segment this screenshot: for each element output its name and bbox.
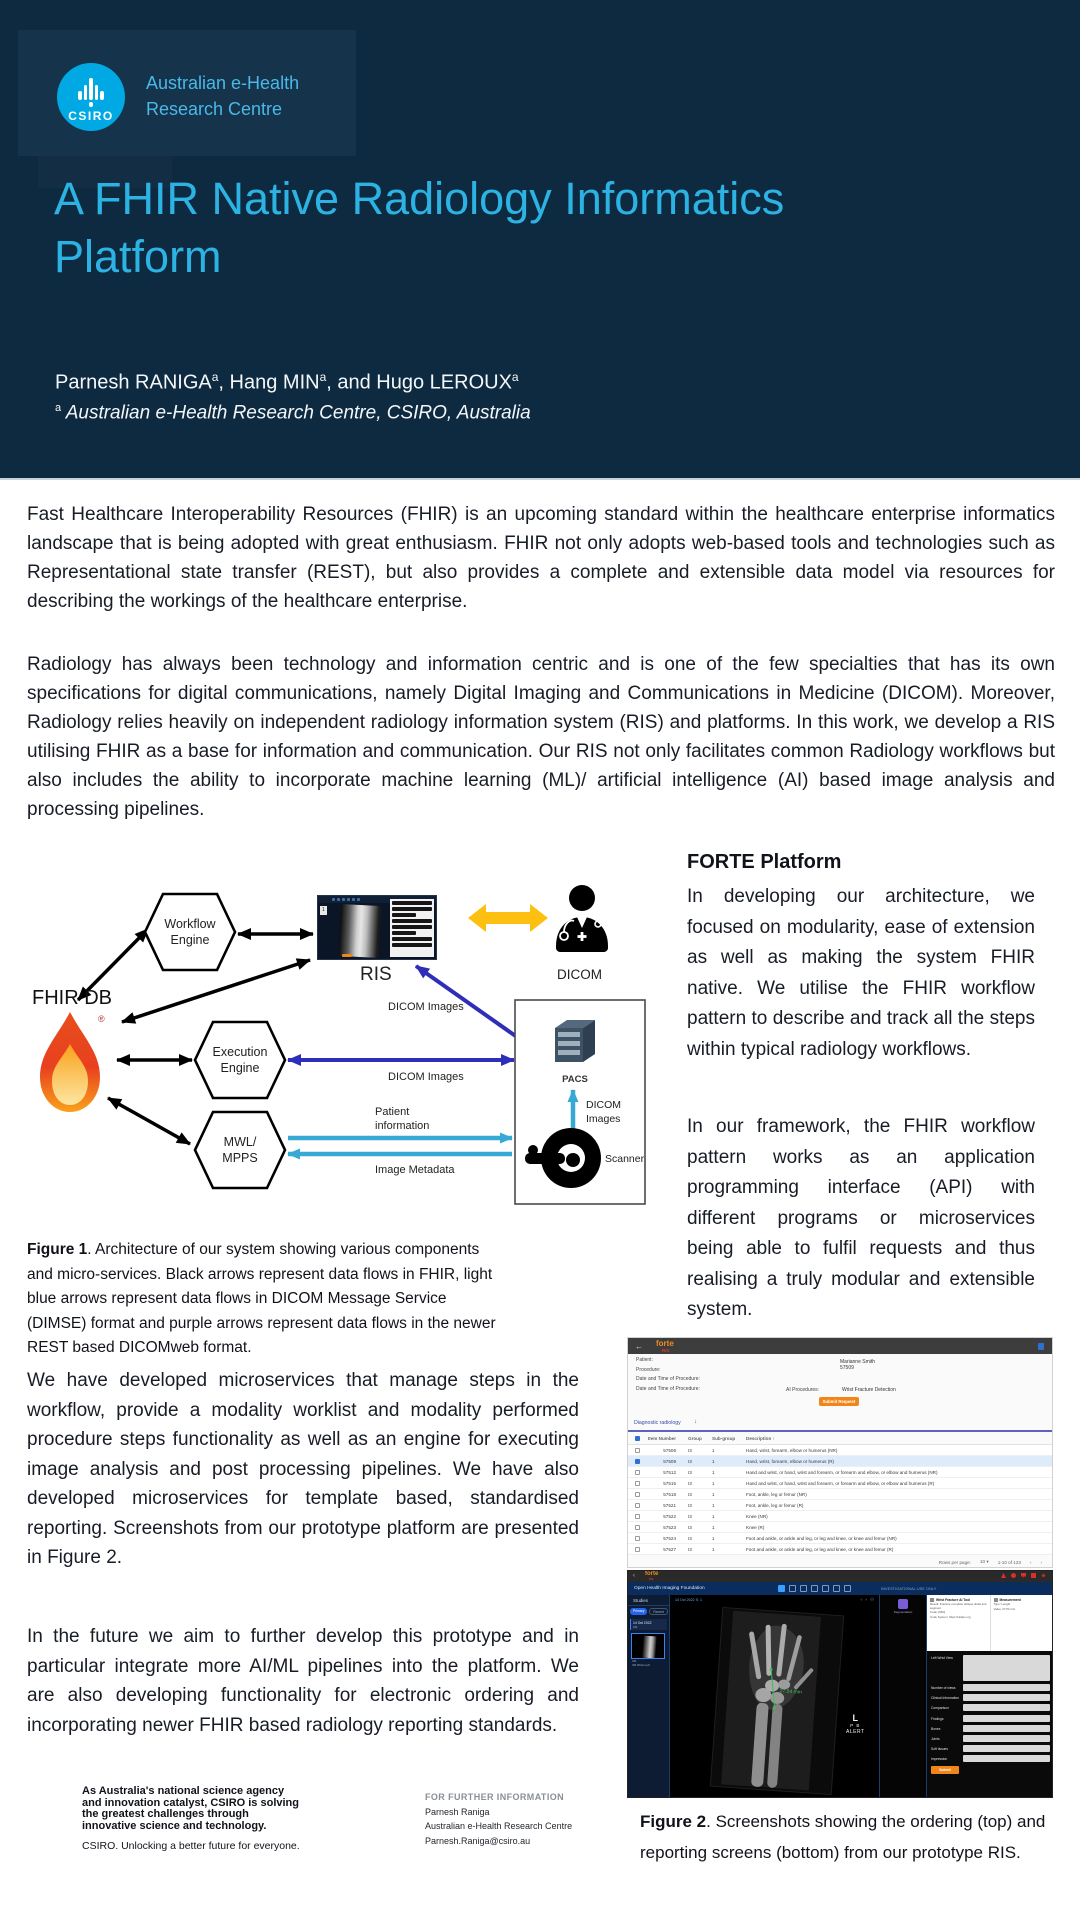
arrow-fhir-mwl (108, 1098, 190, 1144)
patient-information-label: Patient (375, 1106, 410, 1118)
group-cell: I3 (688, 1513, 692, 1519)
row-checkbox[interactable] (635, 1459, 640, 1464)
group-cell: I3 (688, 1480, 692, 1486)
wwwc-icon[interactable] (811, 1585, 818, 1592)
subgroup-cell: 1 (712, 1447, 715, 1453)
form-field-input[interactable] (963, 1684, 1050, 1691)
left-paragraph-2: In the future we aim to further develop this prototype and in particular integrate more AI/ML pipelines into the platform. We are also developing functionality for electronic ordering and incorporating newer FHIR based radiology reporting standards. (27, 1626, 579, 1736)
result-card (927, 1595, 991, 1651)
description-cell: Hand, wrist, forearm, elbow or humerus (NR) (746, 1447, 838, 1453)
dicom-images-box-label: DICOM (586, 1099, 621, 1111)
studies-tab[interactable]: Studies (628, 1595, 669, 1606)
contact-heading: FOR FURTHER INFORMATION (425, 1792, 565, 1802)
forte-logo: forte ris (645, 1571, 659, 1581)
pagination-bar: Rows per page: 10 ▾ 1-10 of 123 ‹ › (938, 1559, 1042, 1565)
form-field-label: Clinical Information (931, 1696, 960, 1701)
layout-icon[interactable] (778, 1585, 785, 1592)
dicom-label: DICOM (557, 967, 602, 982)
item-number-cell: 57518 (663, 1491, 676, 1497)
item-number-cell: 57524 (663, 1535, 676, 1541)
report-form (927, 1651, 1053, 1797)
form-field-input[interactable] (963, 1715, 1050, 1722)
row-checkbox[interactable] (635, 1547, 640, 1552)
procedure-table-body (628, 1445, 1052, 1555)
form-field-input[interactable] (963, 1745, 1050, 1752)
study-list-item[interactable]: 14 Oct 2022 CR (630, 1619, 667, 1630)
ai-results-panel (927, 1595, 1053, 1651)
field-label: Date and Time of Procedure: (636, 1385, 700, 1392)
contact-line: Australian e-Health Research Centre (425, 1821, 573, 1831)
form-row (931, 1704, 1050, 1711)
measure-icon[interactable] (822, 1585, 829, 1592)
item-number-cell: 57509 (663, 1458, 676, 1464)
back-arrow-icon[interactable]: ‹ (633, 1573, 635, 1579)
rotate-icon[interactable] (833, 1585, 840, 1592)
workflow-engine-node (145, 894, 235, 970)
image-metadata-label: Image Metadata (375, 1164, 455, 1176)
form-row (931, 1745, 1050, 1752)
description-cell: Hand and wrist, or hand, wrist and forearm, or forearm and elbow, or elbow and humerus (NR) (746, 1469, 938, 1475)
card-line: Value: 27.54 mm (993, 1606, 1016, 1611)
table-row[interactable] (628, 1500, 1052, 1511)
form-field-label: Comparison (931, 1706, 949, 1711)
segmentation-panel: Segmentation (879, 1595, 927, 1797)
row-checkbox[interactable] (635, 1492, 640, 1497)
forte-logo: forte RIS (656, 1339, 674, 1353)
svg-text:MPPS: MPPS (222, 1151, 258, 1165)
series-thumbnail[interactable] (631, 1633, 665, 1659)
left-paragraph-1: We have developed microservices that manage steps in the workflow, provide a modality worklist and modality performed procedure steps functionality as well as an engine for executing image analysis and post processing pipelines. We have also developed microservices for template based, standardised reporting. Screenshots from our prototype platform are presented in Figure 2. (27, 1370, 579, 1568)
segmentation-icon[interactable] (898, 1599, 908, 1609)
row-checkbox[interactable] (635, 1536, 640, 1541)
csiro-logo-word: CSIRO (68, 108, 114, 123)
study-browser-sidebar: Studies Primary Recent 14 Oct 2022 CR CR XR Wrist Left (628, 1595, 670, 1797)
viewer-toolbar (628, 1582, 1052, 1595)
form-field-label: Soft tissues (931, 1747, 949, 1752)
form-field-input[interactable] (963, 1735, 1050, 1742)
svg-text:27.54 mm: 27.54 mm (779, 1688, 803, 1696)
group-cell: I3 (688, 1469, 692, 1475)
table-row[interactable] (628, 1478, 1052, 1489)
card-line: Code System: https://radlex.org (930, 1614, 971, 1619)
item-number-cell: 57521 (663, 1502, 676, 1508)
form-field-input[interactable] (963, 1725, 1050, 1732)
subgroup-cell: 1 (712, 1546, 715, 1552)
dicom-images-label-2: DICOM Images (388, 1071, 464, 1083)
ris-mini-screenshot: 1 (317, 895, 437, 960)
wrist-xray-image (710, 1607, 844, 1795)
field-label: Patient: (636, 1357, 653, 1363)
table-row[interactable] (628, 1467, 1052, 1478)
next-page-icon[interactable]: › (1040, 1559, 1042, 1565)
tab-recent[interactable]: Recent (649, 1608, 667, 1615)
csiro-statement: As Australia's national science agency and innovation catalyst, CSIRO is solving the greatest challenges through innovative science and technology. (82, 1785, 299, 1832)
submit-request-button[interactable]: Submit Request (819, 1397, 859, 1406)
field-label: Date and Time of Procedure: (636, 1376, 700, 1382)
chat-icon[interactable] (1021, 1573, 1026, 1578)
laterality-markers: L P B ALERT (846, 1713, 865, 1735)
centre-name: Australian e-Health Research Centre (146, 73, 300, 119)
field-label: Procedure: (636, 1366, 661, 1373)
procedure-table-header: Item Number Group Sub-group Description ↑ (628, 1433, 1052, 1445)
row-checkbox[interactable] (635, 1525, 640, 1530)
csiro-tagline: CSIRO. Unlocking a better future for everyone. (82, 1840, 300, 1852)
mwl-mpps-node (195, 1112, 285, 1188)
row-checkbox[interactable] (635, 1470, 640, 1475)
ris-label: RIS (360, 964, 392, 985)
arrow-ris-dicom-yellow (468, 904, 548, 932)
report-textarea[interactable] (963, 1655, 1050, 1681)
procedure-id-value: 57509 (840, 1365, 854, 1371)
page-title: A FHIR Native Radiology Informatics Platform (54, 173, 785, 282)
item-number-cell: 57512 (663, 1469, 676, 1475)
section-divider (628, 1430, 1052, 1432)
ordering-app-bar (628, 1338, 1052, 1354)
sort-down-icon[interactable]: ↓ (694, 1419, 697, 1425)
description-cell: Foot, ankle, leg or femur (NR) (746, 1491, 807, 1497)
form-field-label: Bones (931, 1726, 941, 1731)
form-field-label: Number of views (931, 1686, 956, 1690)
pagination-range: 1-10 of 123 (997, 1559, 1021, 1565)
subgroup-cell: 1 (712, 1469, 715, 1475)
contact-block (425, 1792, 572, 1846)
table-row[interactable] (628, 1489, 1052, 1500)
dicom-images-label-1: DICOM Images (388, 1001, 464, 1013)
intro-paragraph-1: Fast Healthcare Interoperability Resources (FHIR) is an upcoming standard within the healthcare enterprise informatics landscape that is being adopted with great enthusiasm. FHIR not only adopts web-based tools and technologies such as Representational state transfer (REST), but also provides a complete and extensible data model via resources for describing the workings of the healthcare enterprise. (27, 504, 1055, 612)
patient-name-value: Marianne Smith (840, 1359, 876, 1365)
viewer-title: Open Health Imaging Foundation (634, 1586, 705, 1591)
ris-mini-xray (339, 904, 382, 958)
table-row[interactable] (628, 1511, 1052, 1522)
item-number-cell: 57522 (663, 1513, 676, 1519)
group-cell: I3 (688, 1447, 692, 1453)
description-cell: Knee (R) (746, 1524, 765, 1530)
subgroup-cell: 1 (712, 1502, 715, 1508)
description-cell: Hand and wrist, or hand, wrist and forearm, or forearm and elbow, or elbow and humerus (R) (746, 1480, 935, 1486)
figure2-ordering-screenshot (627, 1337, 1053, 1568)
bookmark-icon[interactable] (1038, 1343, 1044, 1350)
table-row[interactable] (628, 1445, 1052, 1456)
subgroup-cell: 1 (712, 1535, 715, 1541)
csiro-logo-dot (89, 102, 93, 107)
form-field-input[interactable] (963, 1755, 1050, 1762)
tab-primary[interactable]: Primary (630, 1608, 647, 1615)
pan-icon[interactable] (800, 1585, 807, 1592)
form-row (931, 1715, 1050, 1722)
form-field-label: Findings (931, 1716, 944, 1721)
group-cell: I3 (688, 1524, 692, 1530)
csiro-logo-icon (78, 76, 104, 100)
prev-page-icon[interactable]: ‹ (1029, 1559, 1032, 1565)
report-form-fields (931, 1684, 1050, 1762)
form-row (931, 1735, 1050, 1742)
reporting-app-bar (628, 1571, 1052, 1582)
svg-text:Images: Images (586, 1113, 621, 1125)
svg-text:information: information (375, 1120, 430, 1132)
item-number-cell: 57506 (663, 1447, 676, 1453)
result-card (991, 1595, 1054, 1651)
ris-mini-report-panel (390, 899, 434, 957)
alert-icon[interactable] (1001, 1573, 1006, 1578)
figure2-reporting-screenshot (627, 1570, 1053, 1798)
csiro-logo (57, 63, 125, 131)
star-icon[interactable] (1041, 1573, 1046, 1578)
form-field-input[interactable] (963, 1704, 1050, 1711)
pacs-label: PACS (562, 1074, 588, 1085)
card-line: Type: Length (993, 1602, 1011, 1606)
subgroup-cell: 1 (712, 1458, 715, 1464)
sort-up-icon: ↑ (772, 1436, 775, 1441)
select-all-checkbox[interactable] (635, 1436, 640, 1441)
fhir-flame-icon (40, 1012, 105, 1112)
zoom-icon[interactable] (789, 1585, 796, 1592)
card-title: Measurement (999, 1598, 1021, 1602)
authors-line: Parnesh RANIGA$^a$, Hang MIN$^a$, and Hugo LEROUX$^a$ (55, 370, 519, 394)
item-number-cell: 57515 (663, 1480, 676, 1486)
card-line: Code: [RID] (930, 1610, 946, 1615)
row-checkbox[interactable] (635, 1448, 640, 1453)
row-checkbox[interactable] (635, 1514, 640, 1519)
form-field-label: Impression (931, 1757, 948, 1762)
investigational-label: INVESTIGATIONAL USE ONLY (881, 1587, 937, 1591)
fhir-db-label: FHIR DB (32, 987, 112, 1009)
textarea-label: Left Wrist View (931, 1656, 953, 1660)
pacs-server-icon (555, 1020, 595, 1062)
affiliation-line: $^a$ Australian e-Health Research Centre, CSIRO, Australia (55, 402, 531, 424)
ai-procedures-label: AI Procedures: (786, 1387, 820, 1393)
table-row[interactable] (628, 1456, 1052, 1467)
viewport-overlay-info: 14 Oct 2022 S: 1 (675, 1598, 702, 1602)
intro-paragraph-2: Radiology has always been technology and information centric and is one of the few specialties that has its own specifications for digital communications, namely Digital Imaging and Communications in Medicine (DICOM). Moreover, Radiology relies heavily on independent radiology information system (RIS) and platforms. In this work, we develop a RIS utilising FHIR as a base for information and communication. Our RIS not only facilitates common Radiology workflows but also includes the ability to incorporate machine learning (ML)/ artificial intelligence (AI) based image analysis and processing pipelines. (27, 654, 1055, 820)
row-checkbox[interactable] (635, 1503, 640, 1508)
card-title: Wrist Fracture AI Tool (936, 1598, 971, 1602)
viewport-nav-icons[interactable]: ‹ › ⚇ (860, 1597, 875, 1602)
subgroup-cell: 1 (712, 1513, 715, 1519)
subgroup-cell: 1 (712, 1491, 715, 1497)
radiologist-icon (556, 885, 608, 952)
description-cell: Knee (NR) (746, 1513, 768, 1519)
form-row (931, 1725, 1050, 1732)
form-row (931, 1684, 1050, 1691)
table-row[interactable] (628, 1533, 1052, 1544)
workflow-engine-label: Workflow (164, 917, 216, 931)
scanner-label: Scanner (605, 1153, 645, 1165)
mwl-mpps-label: MWL/ (223, 1135, 257, 1149)
item-number-cell: 57523 (663, 1524, 676, 1530)
group-cell: I3 (688, 1491, 692, 1497)
description-cell: Foot and ankle, or ankle and leg, or leg and knee, or knee and femur (R) (746, 1546, 894, 1552)
svg-text:Engine: Engine (220, 1061, 260, 1075)
row-checkbox[interactable] (635, 1481, 640, 1486)
table-row[interactable] (628, 1544, 1052, 1555)
table-row[interactable] (628, 1522, 1052, 1533)
record-icon[interactable] (1011, 1573, 1016, 1578)
diagnostic-radiology-link[interactable]: Diagnostic radiology (634, 1420, 681, 1426)
contact-line: Parnesh Raniga (425, 1806, 490, 1817)
rows-per-page-select[interactable]: 10 ▾ (979, 1559, 989, 1564)
figure1-caption: Figure 1. Architecture of our system showing various components and micro-services. Black arrows represent data flows in FHIR, light blue arrows represent data flows in DICOM Message Service (DIMSE) format and purple arrows represent data flows in the newer REST based DICOMweb format. (27, 1241, 496, 1356)
execution-engine-label: Execution (212, 1045, 268, 1059)
contact-line: Parnesh.Raniga@csiro.au (425, 1835, 531, 1846)
report-submit-button[interactable]: Submit (931, 1766, 959, 1774)
ordering-form (628, 1354, 1052, 1416)
viewport[interactable] (670, 1595, 879, 1797)
subgroup-cell: 1 (712, 1524, 715, 1530)
execution-engine-node (195, 1022, 285, 1098)
description-cell: Foot and ankle, or ankle and leg, or leg and knee, or knee and femur (NR) (746, 1535, 897, 1541)
item-number-cell: 57527 (663, 1546, 676, 1552)
group-cell: I3 (688, 1535, 692, 1541)
description-cell: Hand, wrist, forearm, elbow or humerus (R) (746, 1458, 835, 1464)
form-field-input[interactable] (963, 1694, 1050, 1701)
figure2-caption: Figure 2. Screenshots showing the ordering (top) and reporting screens (bottom) from our prototype RIS. (640, 1812, 1046, 1862)
hero-banner (0, 0, 1080, 480)
back-arrow-icon[interactable]: ← (635, 1342, 643, 1351)
description-cell: Foot, ankle, leg or femur (R) (746, 1502, 804, 1508)
ordering-field-labels (636, 1358, 700, 1392)
form-field-label: Joints (931, 1736, 940, 1741)
group-cell: I3 (688, 1458, 692, 1464)
reset-icon[interactable] (844, 1585, 851, 1592)
ai-procedure-value: Wrist Fracture Detection (842, 1387, 896, 1393)
svg-text:®: ® (98, 1014, 105, 1024)
forte-heading: FORTE Platform (687, 851, 842, 873)
figure1-architecture-diagram (20, 872, 665, 1224)
forte-paragraph-1: In developing our architecture, we focused on modularity, ease of extension as well as making the system FHIR native. We utilise the FHIR workflow pattern to describe and track all the steps within typical radiology workflows. (687, 886, 1035, 1060)
forte-paragraph-2: In our framework, the FHIR workflow pattern works as an application programming interface (API) with different programs or microservices being able to fulfil requests and thus realising a truly modular and extensible system. (687, 1116, 1035, 1320)
subgroup-cell: 1 (712, 1480, 715, 1486)
form-row (931, 1755, 1050, 1762)
group-cell: I3 (688, 1546, 692, 1552)
stop-icon[interactable] (1031, 1573, 1036, 1578)
card-line: Result: Fracture complete oblique distal and segment (930, 1602, 987, 1610)
svg-text:Engine: Engine (170, 933, 210, 947)
form-row (931, 1694, 1050, 1701)
group-cell: I3 (688, 1502, 692, 1508)
